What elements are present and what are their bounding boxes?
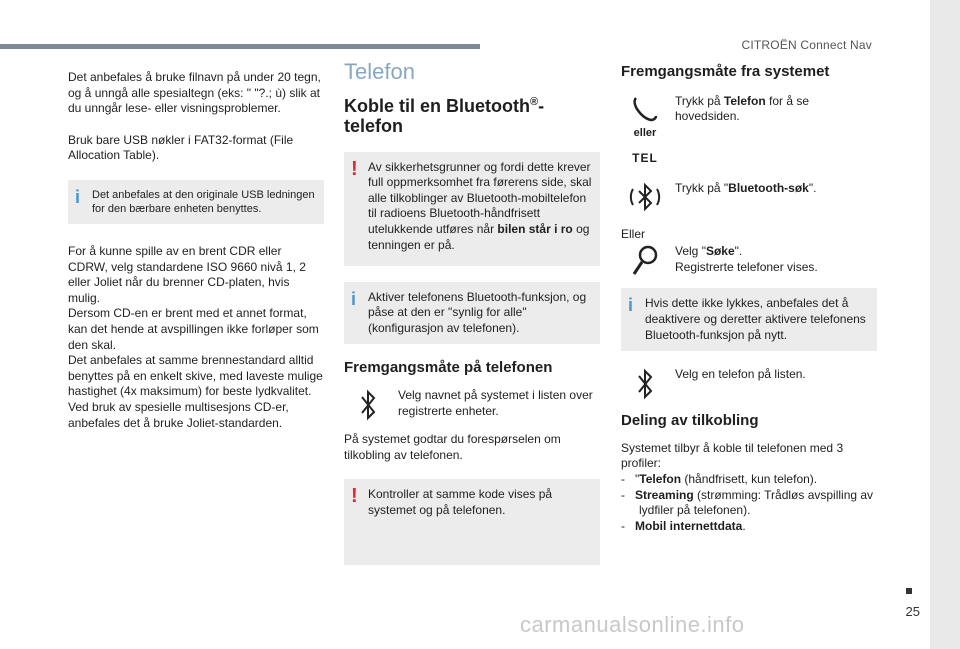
step-select-system: Velg navnet på systemet i listen over registrerte enheter. xyxy=(344,388,600,422)
continue-marker xyxy=(906,588,912,594)
page-number: 25 xyxy=(905,604,920,619)
heading-bluetooth: Koble til en Bluetooth®-telefon xyxy=(344,95,545,136)
section-title: Telefon xyxy=(344,59,415,84)
info-note-retry: i Hvis dette ikke lykkes, anbefales det å deaktivere og deretter aktivere telefonens Bluetooth-funksjon på nytt. xyxy=(621,288,877,351)
step-press-phone: eller TEL Trykk på Telefon for å se hovedsiden. xyxy=(621,94,877,167)
paragraph-cd-block: For å kunne spille av en brent CDR eller CDRW, velg standardene ISO 9660 nivå 1, 2 eller Joliet når du brenner CD-platen, hvis mulig. Dersom CD-en er brent med et annet format, kan det hende at avspillingen ikke forløper som den skal. Det anbefales at samme brennestandard alltid benyttes på en enkelt skive, med laveste mulige hastighet (4x maksimum) for beste lydkvalitet. Ved bruk av spesielle multisesjons CD-er, anbefales det å bruke Joliet-standarden. xyxy=(68,243,323,430)
header-bar xyxy=(0,44,480,49)
step-select-phone: Velg en telefon på listen. xyxy=(621,367,877,401)
paragraph-usb-format: Bruk bare USB nøkler i FAT32-format (File Allocation Table). xyxy=(68,132,294,163)
paragraph-profiles-intro: Systemet tilbyr å koble til telefonen med 3 profiler: xyxy=(621,440,844,471)
list-item: - Mobil internettdata. xyxy=(621,518,746,533)
bluetooth-icon xyxy=(344,388,392,422)
list-item: - "Telefon (håndfrisett, kun telefon). xyxy=(621,471,818,486)
bluetooth-icon xyxy=(621,367,669,401)
magnifier-icon xyxy=(621,244,669,278)
info-icon: i xyxy=(351,288,357,309)
paragraph-accept: På systemet godtar du forespørselen om tilkobling av telefonen. xyxy=(344,431,561,462)
watermark: carmanualsonline.info xyxy=(520,612,745,637)
column-right xyxy=(621,64,877,534)
step-bluetooth-search: Trykk på "Bluetooth-søk". xyxy=(621,177,877,217)
warning-note-safety: ! Av sikkerhetsgrunner og fordi dette krever full oppmerksomhet fra førerens side, skal alle tilkoblinger av Bluetooth-mobiltelefon til radioens Bluetooth-håndfrisett utelukkende utføres når bilen står i ro og tenningen er på. xyxy=(344,152,600,266)
heading-phone-procedure: Fremgangsmåte på telefonen xyxy=(344,359,553,377)
column-left xyxy=(68,70,324,431)
step-select-search: Velg "Søke". Registrerte telefoner vises. xyxy=(621,244,877,278)
brand-title: CITROËN Connect Nav xyxy=(741,38,872,52)
heading-connection-sharing: Deling av tilkobling xyxy=(621,412,759,430)
warning-icon: ! xyxy=(351,485,358,508)
column-middle xyxy=(344,59,600,581)
phone-handset-icon: eller TEL xyxy=(621,94,669,167)
paragraph-filenames: Det anbefales å bruke filnavn på under 20 tegn, og å unngå alle spesialtegn (eks: " "?.; ù) slik at du unngår lese- eller visningsproblemer. xyxy=(68,70,321,116)
warning-icon: ! xyxy=(351,157,358,180)
info-note-activate-bt: i Aktiver telefonens Bluetooth-funksjon, og påse at den er "synlig for alle" (konfigurasjon av telefonen). xyxy=(344,282,600,345)
profile-list xyxy=(621,472,877,534)
list-item: - Streaming (strømming: Trådløs avspilling av lydfiler på telefonen). xyxy=(621,487,874,518)
info-note-usb-cable: i Det anbefales at den originale USB ledningen for den bærbare enheten benyttes. xyxy=(68,180,324,224)
heading-system-procedure: Fremgangsmåte fra systemet xyxy=(621,63,830,80)
bluetooth-search-icon xyxy=(621,177,669,217)
label-or: Eller xyxy=(621,226,646,241)
warning-note-code: ! Kontroller at samme kode vises på systemet og på telefonen. xyxy=(344,479,600,565)
info-icon: i xyxy=(628,295,634,316)
info-icon: i xyxy=(75,186,81,207)
page-edge-strip xyxy=(930,0,960,649)
